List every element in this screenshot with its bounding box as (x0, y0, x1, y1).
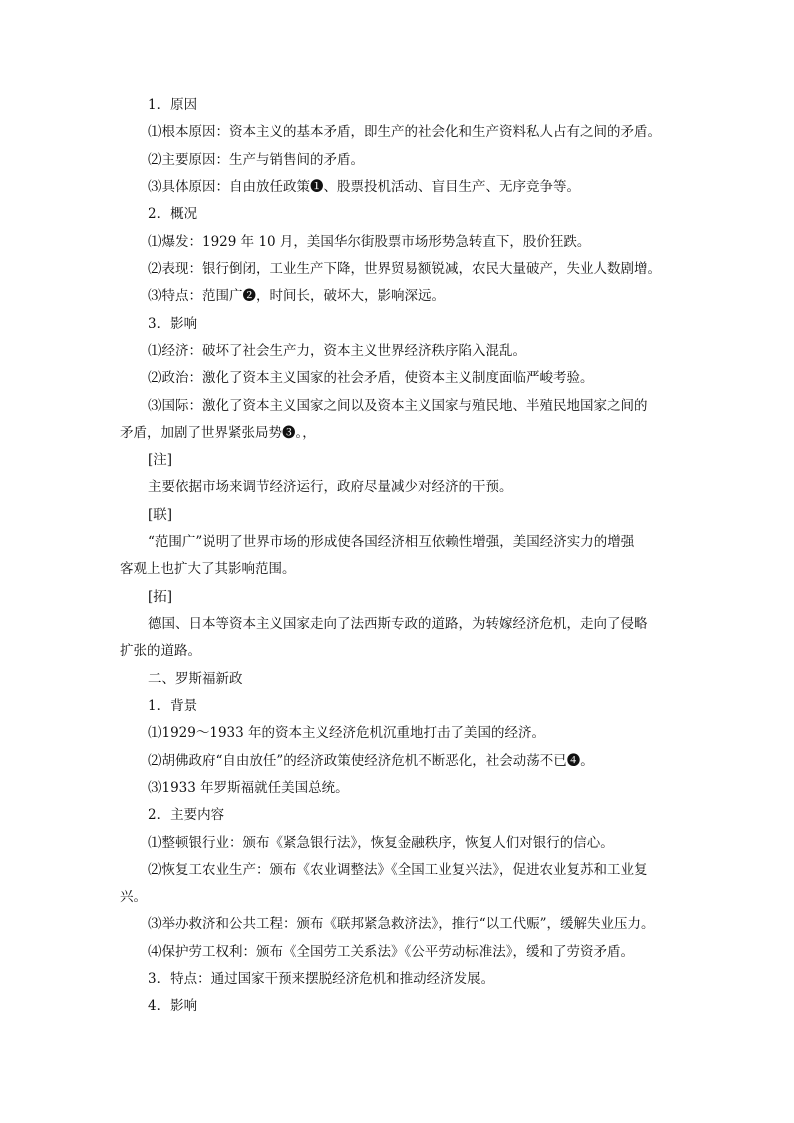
section-heading: 二、罗斯福新政 (148, 671, 243, 687)
text-line: ⑴根本原因：资本主义的基本矛盾，即生产的社会化和生产资料私人占有之间的矛盾。 (148, 124, 661, 140)
text-line: ⑶具体原因：自由放任政策❶、股票投机活动、盲目生产、无序竞争等。 (148, 179, 580, 195)
section-heading: 1．原因 (148, 97, 198, 113)
text-line: 主要依据市场来调节经济运行，政府尽量减少对经济的干预。 (148, 479, 513, 495)
text-line: ⑶1933 年罗斯福就任美国总统。 (148, 780, 349, 796)
text-line: ⑵表现：银行倒闭，工业生产下降，世界贸易额锐减，农民大量破产，失业人数剧增。 (148, 261, 661, 277)
section-heading: 2．概况 (148, 206, 198, 222)
text-line: ⑵主要原因：生产与销售间的矛盾。 (148, 152, 364, 168)
section-heading: 3．影响 (148, 316, 198, 332)
text-line: ⑷保护劳工权利：颁布《全国劳工关系法》《公平劳动标准法》，缓和了劳资矛盾。 (148, 944, 634, 960)
text-line: 兴。 (120, 889, 147, 905)
section-heading: 4．影响 (148, 998, 198, 1014)
section-heading: 3．特点：通过国家干预来摆脱经济危机和推动经济发展。 (148, 971, 495, 987)
text-line: 客观上也扩大了其影响范围。 (120, 561, 296, 577)
text-line: 矛盾，加剧了世界紧张局势❸。， (120, 425, 316, 441)
note-tag: [注] (148, 452, 173, 468)
section-heading: 2．主要内容 (148, 807, 225, 823)
text-line: ⑴1929～1933 年的资本主义经济危机沉重地打击了美国的经济。 (148, 725, 546, 741)
text-line: “范围广”说明了世界市场的形成使各国经济相互依赖性增强，美国经济实力的增强 (148, 534, 635, 550)
section-heading: 1．背景 (148, 698, 198, 714)
text-line: ⑶特点：范围广❷，时间长，破坏大，影响深远。 (148, 288, 445, 304)
text-line: ⑵胡佛政府“自由放任”的经济政策使经济危机不断恶化，社会动荡不已❹。 (148, 753, 594, 769)
note-tag: [联] (148, 507, 173, 523)
text-line: ⑴爆发：1929 年 10 月，美国华尔街股票市场形势急转直下，股价狂跌。 (148, 234, 591, 250)
note-tag: [拓] (148, 589, 173, 605)
text-line: ⑴经济：破坏了社会生产力，资本主义世界经济秩序陷入混乱。 (148, 343, 526, 359)
text-line: ⑵恢复工农业生产：颁布《农业调整法》《全国工业复兴法》，促进农业复苏和工业复 (148, 862, 648, 878)
text-line: ⑶举办救济和公共工程：颁布《联邦紧急救济法》，推行“以工代赈”，缓解失业压力。 (148, 916, 655, 932)
text-line: ⑵政治：激化了资本主义国家的社会矛盾，使资本主义制度面临严峻考验。 (148, 370, 594, 386)
text-line: 德国、日本等资本主义国家走向了法西斯专政的道路，为转嫁经济危机，走向了侵略 (148, 616, 648, 632)
text-line: ⑴整顿银行业：颁布《紧急银行法》，恢复金融秩序，恢复人们对银行的信心。 (148, 835, 614, 851)
text-line: 扩张的道路。 (120, 643, 201, 659)
text-line: ⑶国际：激化了资本主义国家之间以及资本主义国家与殖民地、半殖民地国家之间的 (148, 398, 648, 414)
